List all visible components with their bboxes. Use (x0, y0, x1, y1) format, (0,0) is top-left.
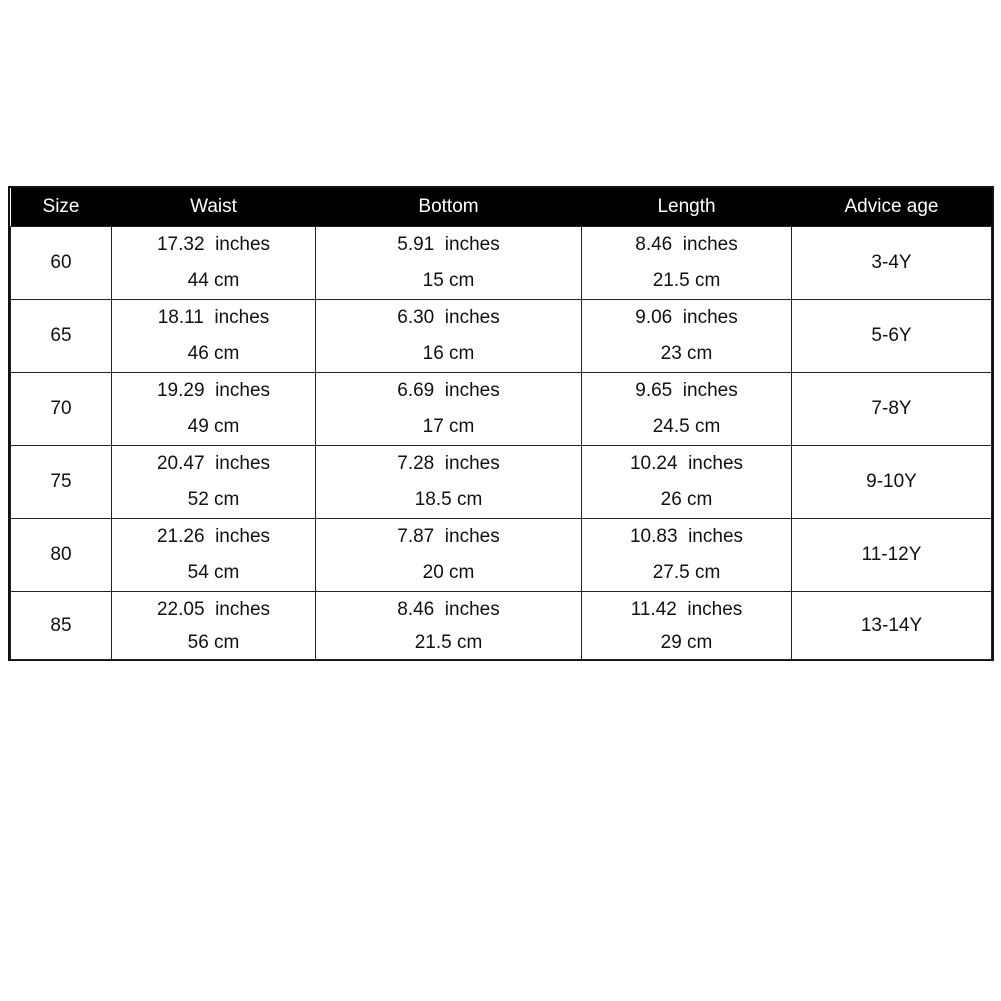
size-cell: 85 (11, 592, 112, 660)
bottom-cm: 21.5 cm (414, 631, 483, 653)
length-inches: 10.83 inches (629, 526, 744, 547)
table-row (11, 227, 992, 300)
waist-inches: 17.32 inches (156, 234, 271, 255)
waist-cm: 49 cm (187, 416, 240, 437)
bottom-cm: 17 cm (422, 416, 475, 437)
length-inches: 8.46 inches (635, 234, 738, 255)
waist-cm: 44 cm (187, 270, 240, 291)
bottom-cell (316, 300, 582, 373)
waist-cell (112, 519, 316, 592)
age-cell: 9-10Y (792, 446, 992, 519)
bottom-cm: 15 cm (422, 270, 475, 291)
age-cell: 3-4Y (792, 227, 992, 300)
length-inches: 9.06 inches (635, 307, 738, 328)
length-inches: 11.42 inches (630, 598, 743, 620)
length-cell (582, 227, 792, 300)
age-cell: 7-8Y (792, 373, 992, 446)
bottom-inches: 8.46 inches (397, 598, 500, 620)
table-row (11, 373, 992, 446)
length-cm: 27.5 cm (652, 562, 721, 583)
waist-cm: 52 cm (187, 489, 240, 510)
length-cell (582, 446, 792, 519)
bottom-inches: 7.28 inches (397, 453, 500, 474)
length-cell (582, 592, 792, 660)
size-cell: 65 (11, 300, 112, 373)
bottom-cell (316, 519, 582, 592)
length-cm: 21.5 cm (652, 270, 721, 291)
size-cell: 70 (11, 373, 112, 446)
bottom-inches: 5.91 inches (397, 234, 500, 255)
header-length: Length (582, 188, 792, 227)
bottom-cm: 20 cm (422, 562, 475, 583)
bottom-cell (316, 373, 582, 446)
waist-inches: 20.47 inches (156, 453, 271, 474)
header-row (11, 188, 992, 227)
size-cell: 60 (11, 227, 112, 300)
length-cell (582, 519, 792, 592)
header-waist: Waist (112, 188, 316, 227)
length-cell (582, 300, 792, 373)
waist-cell (112, 446, 316, 519)
bottom-inches: 7.87 inches (397, 526, 500, 547)
size-cell: 75 (11, 446, 112, 519)
length-cm: 26 cm (660, 489, 713, 510)
size-cell: 80 (11, 519, 112, 592)
bottom-cell (316, 227, 582, 300)
length-inches: 9.65 inches (635, 380, 738, 401)
bottom-cm: 18.5 cm (414, 489, 483, 510)
waist-inches: 21.26 inches (156, 526, 271, 547)
table-row (11, 519, 992, 592)
waist-cm: 56 cm (187, 631, 240, 653)
table-row (11, 592, 992, 660)
header-advice-age: Advice age (792, 188, 992, 227)
table-row (11, 446, 992, 519)
length-cm: 24.5 cm (652, 416, 721, 437)
length-inches: 10.24 inches (629, 453, 744, 474)
length-cm: 23 cm (660, 343, 713, 364)
header-bottom: Bottom (316, 188, 582, 227)
bottom-inches: 6.30 inches (397, 307, 500, 328)
waist-cell (112, 227, 316, 300)
waist-inches: 22.05 inches (156, 598, 271, 620)
waist-cell (112, 373, 316, 446)
waist-inches: 19.29 inches (156, 380, 271, 401)
age-cell: 11-12Y (792, 519, 992, 592)
bottom-cell (316, 446, 582, 519)
header-size: Size (11, 188, 112, 227)
waist-cell (112, 300, 316, 373)
age-cell: 13-14Y (792, 592, 992, 660)
size-chart-table (8, 186, 994, 661)
bottom-cm: 16 cm (422, 343, 475, 364)
age-cell: 5-6Y (792, 300, 992, 373)
waist-inches: 18.11 inches (157, 307, 270, 328)
bottom-inches: 6.69 inches (397, 380, 500, 401)
table-row (11, 300, 992, 373)
waist-cell (112, 592, 316, 660)
waist-cm: 46 cm (187, 343, 240, 364)
bottom-cell (316, 592, 582, 660)
length-cell (582, 373, 792, 446)
length-cm: 29 cm (660, 631, 713, 653)
waist-cm: 54 cm (187, 562, 240, 583)
